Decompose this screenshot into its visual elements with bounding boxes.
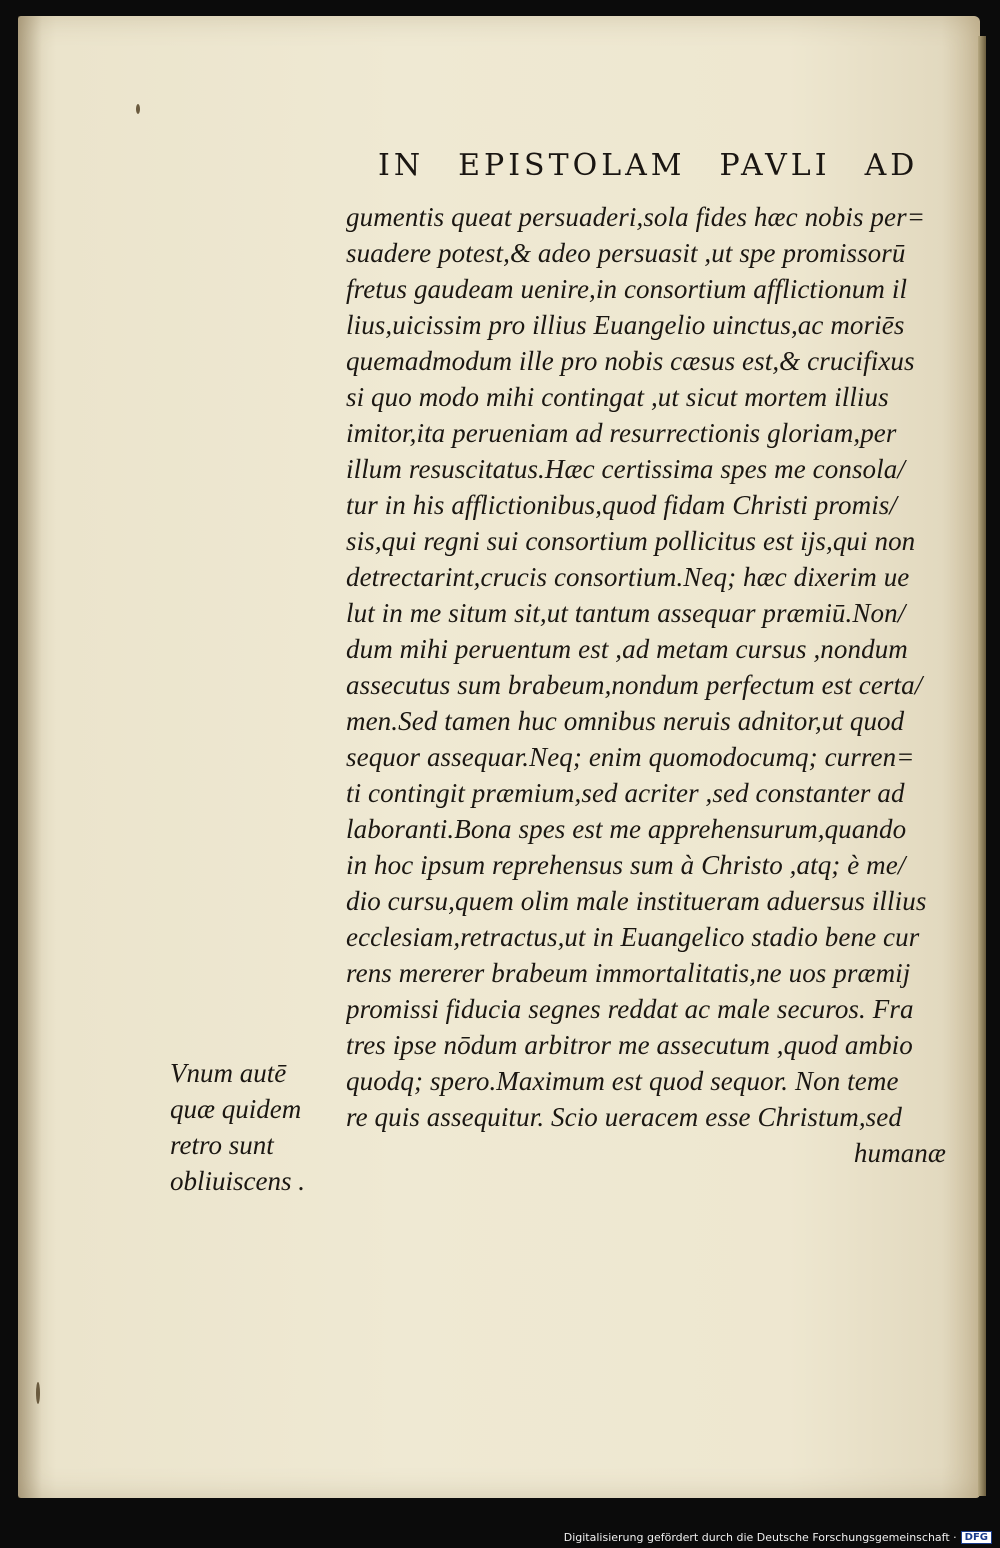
text-line: quemadmodum ille pro nobis cæsus est,& crucifixus xyxy=(346,346,915,376)
margin-line: Vnum autē xyxy=(170,1058,287,1088)
text-line: laboranti.Bona spes est me apprehensurum,quando xyxy=(346,814,907,844)
catchword: humanæ xyxy=(853,1138,946,1168)
text-line: re quis assequitur. Scio ueracem esse Christum,sed xyxy=(346,1102,902,1132)
running-head-word: EPISTOLAM xyxy=(458,148,686,183)
text-line: detrectarint,crucis consortium.Neq; hæc dixerim ue xyxy=(346,562,910,592)
page-edge xyxy=(978,36,986,1496)
margin-line: retro sunt xyxy=(170,1130,274,1160)
text-line: fretus gaudeam uenire,in consortium afflictionum il xyxy=(346,274,908,304)
text-line: dio cursu,quem olim male institueram aduersus illius xyxy=(346,886,927,916)
running-head-word: PAVLI xyxy=(719,148,831,183)
credit-text: Digitalisierung gefördert durch die Deutsche Forschungsgemeinschaft · xyxy=(563,1531,957,1544)
main-text-block xyxy=(346,199,966,1171)
running-head xyxy=(378,148,919,183)
margin-line: quæ quidem xyxy=(170,1094,302,1124)
text-line: lius,uicissim pro illius Euangelio uinctus,ac moriēs xyxy=(346,310,905,340)
text-line: quodq; spero.Maximum est quod sequor. Non teme xyxy=(346,1066,899,1096)
paper-speck xyxy=(136,104,140,114)
text-line: gumentis queat persuaderi,sola fides hæc nobis per= xyxy=(346,202,926,232)
text-line: in hoc ipsum reprehensus sum à Christo ,atq; è me/ xyxy=(346,850,906,880)
text-line: suadere potest,& adeo persuasit ,ut spe promissorū xyxy=(346,238,906,268)
text-line: si quo modo mihi contingat ,ut sicut mortem illius xyxy=(346,382,889,412)
margin-line: obliuiscens . xyxy=(170,1166,305,1196)
text-line: rens mererer brabeum immortalitatis,ne uos præmij xyxy=(346,958,911,988)
text-line: dum mihi peruentum est ,ad metam cursus ,nondum xyxy=(346,634,908,664)
text-line: men.Sed tamen huc omnibus neruis adnitor,ut quod xyxy=(346,706,905,736)
gutter-shadow xyxy=(18,16,42,1498)
text-line: lut in me situm sit,ut tantum assequar præmiū.Non/ xyxy=(346,598,906,628)
text-line: promissi fiducia segnes reddat ac male securos. Fra xyxy=(346,994,914,1024)
paper-speck xyxy=(36,1382,40,1404)
book-page xyxy=(18,16,980,1498)
text-line: imitor,ita perueniam ad resurrectionis gloriam,per xyxy=(346,418,897,448)
text-line: assecutus sum brabeum,nondum perfectum est certa/ xyxy=(346,670,923,700)
text-line: ti contingit præmium,sed acriter ,sed constanter ad xyxy=(346,778,905,808)
text-line: sequor assequar.Neq; enim quomodocumq; curren= xyxy=(346,742,915,772)
running-head-word: IN xyxy=(378,148,425,183)
text-line: tur in his afflictionibus,quod fidam Christi promis/ xyxy=(346,490,898,520)
running-head-word: AD xyxy=(864,148,919,183)
text-line: tres ipse nōdum arbitror me assecutum ,quod ambio xyxy=(346,1030,913,1060)
dfg-logo: DFG xyxy=(961,1531,992,1544)
text-line: sis,qui regni sui consortium pollicitus est ijs,qui non xyxy=(346,526,916,556)
marginal-note xyxy=(170,1055,330,1199)
text-line: illum resuscitatus.Hæc certissima spes me consola/ xyxy=(346,454,905,484)
digitization-credit xyxy=(564,1531,992,1544)
text-line: ecclesiam,retractus,ut in Euangelico stadio bene cur xyxy=(346,922,920,952)
